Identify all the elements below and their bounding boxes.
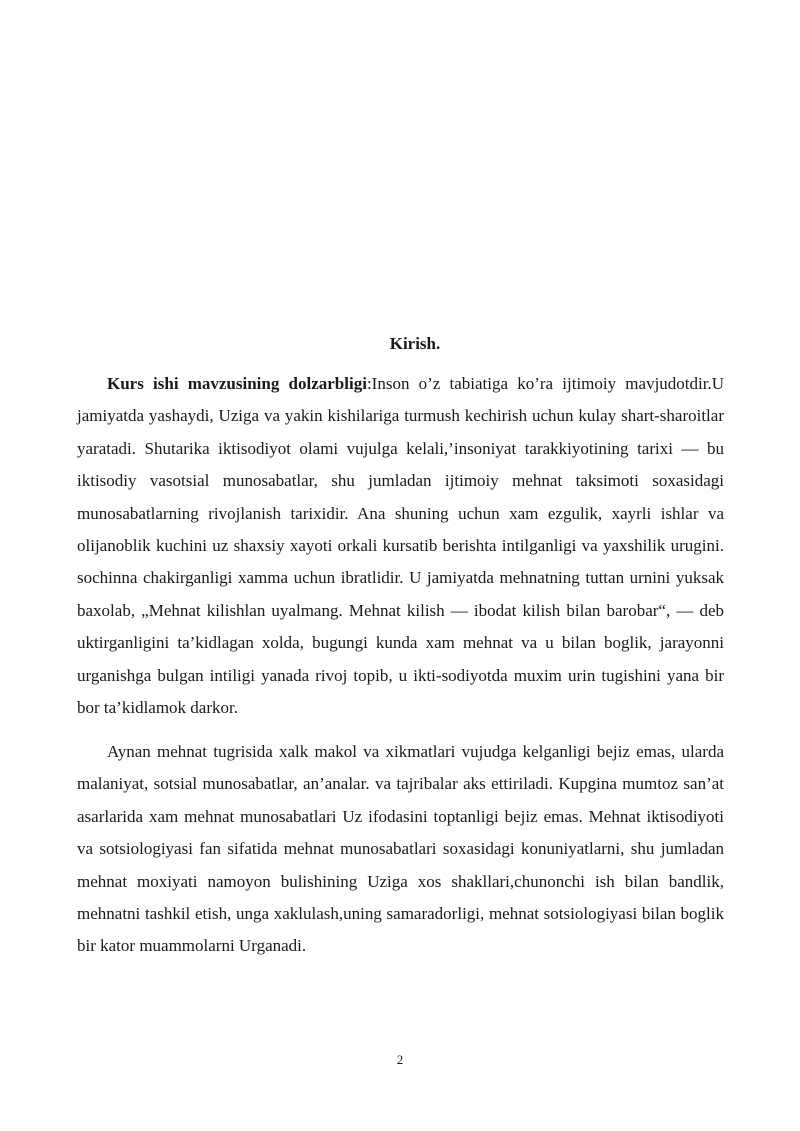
paragraph-body: :Inson o’z tabiatiga ko’ra ijtimoiy mavjudotdir.U jamiyatda yashaydi, Uziga va yakin kishilariga turmush kechirish uchun kulay shart-sharoitlar yaratadi. Shutarika iktisodiyot olami vujulga kelali,’insoniyat tarakkiyotining tarixi — bu iktisodiy vasotsial munosabatlar, shu jumladan ijtimoiy mehnat taksimoti soxasidagi munosabatlarning rivojlanish tarixidir. Ana shuning uchun xam ezgulik, xayrli ishlar va olijanoblik kuchini uz shaxsiy xayoti orkali kursatib berishta intilganligi va yaxshilik urugini. sochinna chakirganligi xamma uchun ibratlidir. U jamiyatda mehnatning tuttan urnini yuksak baxolab, „Mehnat kilishlan uyalmang. Mehnat kilish — ibodat kilish bilan barobar“, — deb uktirganligini ta’kidlagan xolda, bugungi kunda xam mehnat va u bilan boglik, jarayonni urganishga bulgan intiligi yanada rivoj topib, u ikti-sodiyotda muxim urin tugishini yana bir bor ta’kidlamok darkor. — [77, 374, 724, 718]
section-title: Kirish. — [389, 334, 441, 353]
paragraph-relevance — [77, 368, 724, 724]
page-number: 2 — [396, 1052, 404, 1067]
paragraph-labor-proverbs: Aynan mehnat tugrisida xalk makol va xikmatlari vujudga kelganligi bejiz emas, ularda malaniyat, sotsial munosabatlar, an’analar. va tajribalar aks ettiriladi. Kupgina mumtoz san’at asarlarida xam mehnat munosabatlari Uz ifodasini toptanligi bejiz emas. Mehnat iktisodiyoti va sotsiologiyasi fan sifatida mehnat munosabatlari soxasidagi konuniyatlarni, shu jumladan mehnat moxiyati namoyon bulishining Uziga xos shakllari,chunonchi ish bilan bandlik, mehnatni tashkil etish, unga xaklulash,uning samaradorligi, mehnat sotsiologiyasi bilan boglik bir kator muammolarni Urganadi. — [77, 742, 724, 956]
paragraph-lead: Kurs ishi mavzusining dolzarbligi — [107, 374, 367, 393]
